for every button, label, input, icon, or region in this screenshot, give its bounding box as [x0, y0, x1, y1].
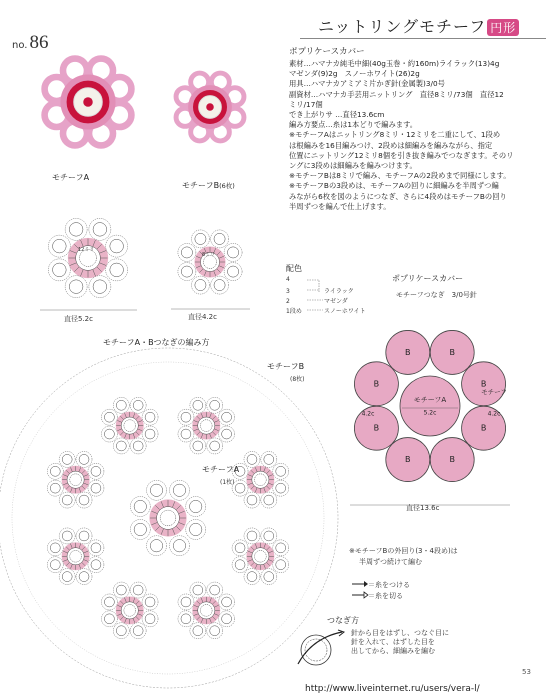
instruction-line: ※モチーフAはニットリング8ミリ・12ミリを二重にして、1段め	[289, 130, 501, 140]
instruction-line: ※モチーフBは8ミリで編み、モチーフAの2段めまで同様にします。	[289, 171, 511, 181]
instruction-line: 半周ずつを編んで仕上げます。	[289, 201, 391, 211]
join-method-line: 針から目をはずし、つなぐ目に	[351, 629, 449, 637]
motif-b-letter: B	[405, 455, 411, 465]
join-chart-title: モチーフA・Bつなぎの編み方	[103, 338, 210, 347]
instruction-line: 位置にニットリング12ミリ8個を引き抜き編みでつなぎます。そのリ	[289, 150, 514, 160]
color-key-title: 配色	[286, 264, 302, 273]
instruction-line: 用具…ハマナカアミアミ片かぎ針(金属製)3/0号	[289, 79, 445, 89]
instruction-line: 素材…ハマナカ純毛中細(40g玉巻・約160m)ライラック(13)4g	[289, 59, 500, 68]
left-b-dim: 4.2c	[361, 410, 375, 418]
motif-b-letter: B	[373, 379, 380, 389]
note-line-1: ※モチーフBの外回り(3・4段め)は	[349, 547, 458, 555]
dimension-a: 直径5.2c	[64, 315, 93, 323]
instruction-line: マゼンダ(9)2g スノーホワイト(26)2g	[289, 69, 420, 79]
motif-b-letter: B	[405, 347, 411, 357]
join-a-count: (1枚)	[220, 479, 235, 486]
instruction-line: 編み方要点…糸は1本どりで編みます。	[289, 120, 418, 130]
right-b-dim: 4.2c	[487, 410, 501, 418]
page-title: ニットリングモチーフ 円形	[318, 14, 519, 37]
source-url: http://www.liveinternet.ru/users/vera-l/	[305, 684, 480, 694]
instruction-line: 副資材…ハマナカ手芸用ニットリング 直径8ミリ/73個 直径12	[289, 89, 504, 99]
instruction-line: ミリ/17個	[289, 99, 323, 109]
caption-motif-b: モチーフB(6枚)	[182, 181, 235, 190]
instruction-line: みながら6枚を図のようにつなぎ、さらに4段めはモチーフBの回り	[289, 191, 507, 201]
cut-thread-icon	[352, 591, 368, 599]
join-method-title: つなぎ方	[327, 616, 359, 625]
ring-8-label: 8ミリ	[202, 252, 216, 258]
dimension-b: 直径4.2c	[188, 313, 217, 321]
motif-b-letter: B	[373, 423, 380, 433]
join-method-line: 出してから、細編みを編む	[351, 647, 435, 655]
join-b-count: (8枚)	[290, 376, 305, 383]
join-method-line: 針を入れて、はずした目を	[351, 638, 435, 646]
color-key-row: 2 マゼンダ	[286, 298, 348, 305]
note-line-2: 半周ずつ続けて編む	[359, 558, 422, 566]
page-number: 53	[522, 668, 531, 676]
color-key-row: 4	[286, 276, 290, 283]
instructions-title: ポプリケースカバー	[289, 47, 365, 57]
layout-diameter: 直径13.6c	[406, 504, 440, 512]
motif-a-circle	[400, 376, 460, 436]
instruction-line: は根編みを16目編みつけ、2段めは細編みを編みながら、指定	[289, 140, 493, 150]
shape-badge: 円形	[487, 19, 519, 36]
motif-a-dim: 5.2c	[423, 409, 437, 417]
join-b-label: モチーフB	[267, 362, 305, 371]
attach-thread-icon	[352, 580, 368, 588]
motif-a-text: モチーフA	[413, 396, 447, 404]
layout-circles	[350, 330, 510, 505]
ring-12-label: 12ミリ	[78, 247, 95, 253]
join-a-label: モチーフA	[202, 465, 240, 474]
instruction-line: ※モチーフBの3段めは、モチーフAの回りに細編みを半周ずつ編	[289, 181, 499, 191]
join-method-illustration	[292, 628, 350, 670]
motif-b-letter: B	[449, 347, 455, 357]
color-key-row: 1段め スノーホワイト	[286, 308, 366, 315]
instruction-line: でき上がりサ …直径13.6cm	[289, 110, 385, 120]
layout-subtitle: モチーフつなぎ 3/0号針	[396, 291, 477, 299]
legend-attach: ＝糸をつける	[368, 581, 410, 589]
legend-cut: ＝糸を切る	[368, 592, 403, 600]
motif-b-letter: B	[480, 423, 487, 433]
instruction-line: ングに3段めは細編みを編みつけます。	[289, 161, 417, 171]
motif-b-letter: B	[480, 379, 487, 389]
pattern-number: no. 86	[12, 32, 49, 53]
caption-motif-a: モチーフA	[52, 173, 90, 182]
layout-title: ポプリケースカバー	[392, 274, 464, 283]
color-key-row: 3 ライラック	[286, 288, 354, 295]
motif-b-letter: B	[449, 455, 455, 465]
join-method-text	[351, 628, 449, 655]
right-motif-label: モチーフ	[481, 388, 507, 396]
